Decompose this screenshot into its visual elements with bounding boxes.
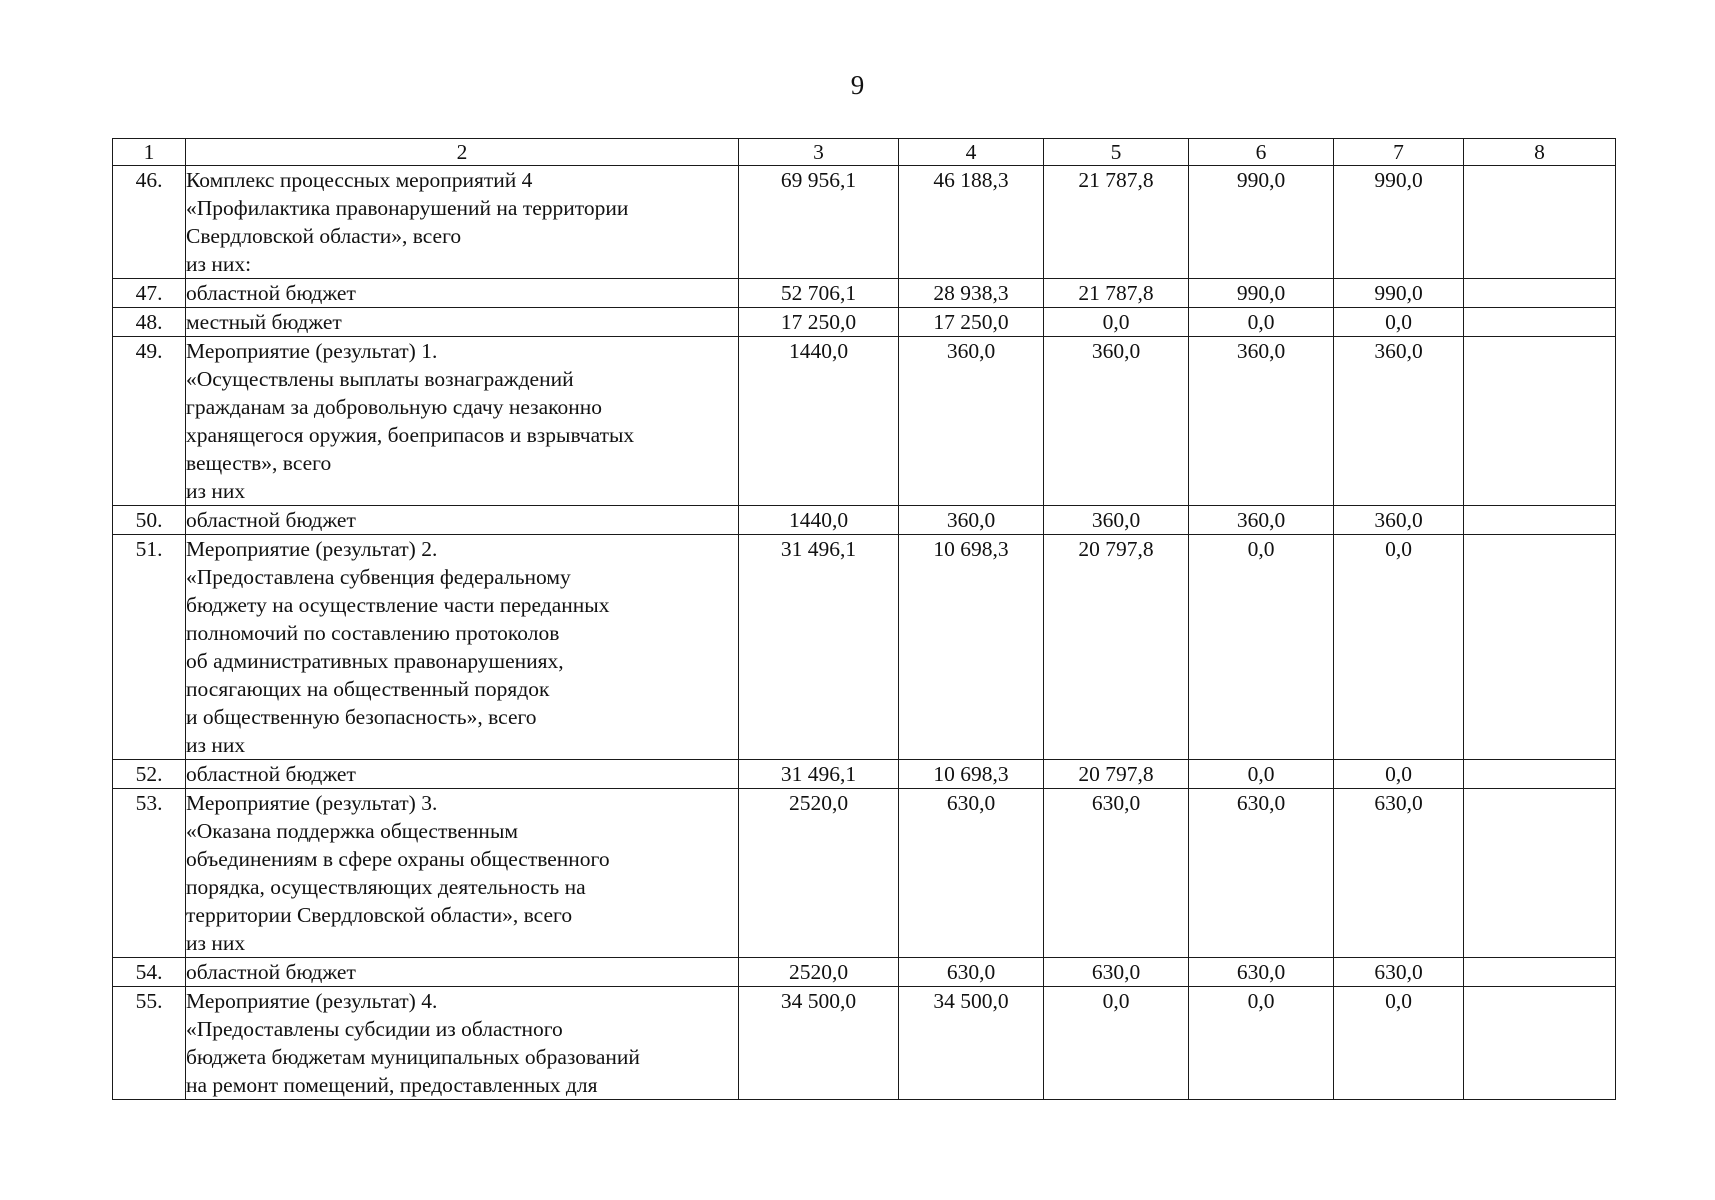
value-col-7: 0,0 — [1334, 308, 1464, 337]
value-col-8 — [1464, 279, 1616, 308]
value-col-5: 630,0 — [1044, 789, 1189, 958]
value-col-8 — [1464, 958, 1616, 987]
table-row — [113, 506, 1616, 535]
table-row — [113, 535, 1616, 760]
value-col-4: 10 698,3 — [899, 535, 1044, 760]
value-col-6: 0,0 — [1189, 535, 1334, 760]
value-col-8 — [1464, 308, 1616, 337]
value-col-7: 0,0 — [1334, 760, 1464, 789]
value-col-8 — [1464, 166, 1616, 279]
header-cell: 5 — [1044, 139, 1189, 166]
value-col-5: 0,0 — [1044, 987, 1189, 1100]
row-description: Мероприятие (результат) 4. «Предоставлены субсидии из областного бюджета бюджетам муниципальных образований на ремонт помещений, предоставленных для — [186, 987, 739, 1100]
value-col-8 — [1464, 760, 1616, 789]
value-col-8 — [1464, 337, 1616, 506]
table-row — [113, 958, 1616, 987]
row-number: 49. — [113, 337, 186, 506]
row-number: 54. — [113, 958, 186, 987]
value-col-3: 1440,0 — [739, 337, 899, 506]
value-col-4: 360,0 — [899, 337, 1044, 506]
row-description: Комплекс процессных мероприятий 4 «Профилактика правонарушений на территории Свердловской области», всего из них: — [186, 166, 739, 279]
value-col-5: 21 787,8 — [1044, 166, 1189, 279]
page-number: 9 — [850, 70, 865, 100]
value-col-6: 0,0 — [1189, 987, 1334, 1100]
table-row — [113, 279, 1616, 308]
value-col-6: 990,0 — [1189, 279, 1334, 308]
value-col-5: 360,0 — [1044, 506, 1189, 535]
value-col-4: 630,0 — [899, 789, 1044, 958]
value-col-6: 630,0 — [1189, 958, 1334, 987]
value-col-3: 31 496,1 — [739, 760, 899, 789]
table-row — [113, 337, 1616, 506]
table-row — [113, 166, 1616, 279]
row-number: 46. — [113, 166, 186, 279]
value-col-6: 990,0 — [1189, 166, 1334, 279]
value-col-4: 360,0 — [899, 506, 1044, 535]
value-col-7: 0,0 — [1334, 535, 1464, 760]
budget-table — [112, 138, 1616, 1100]
value-col-5: 21 787,8 — [1044, 279, 1189, 308]
row-description: областной бюджет — [186, 506, 739, 535]
row-number: 55. — [113, 987, 186, 1100]
row-number: 52. — [113, 760, 186, 789]
row-description: областной бюджет — [186, 760, 739, 789]
value-col-4: 46 188,3 — [899, 166, 1044, 279]
table-row — [113, 308, 1616, 337]
value-col-4: 630,0 — [899, 958, 1044, 987]
table-header-row — [113, 139, 1616, 166]
table-row — [113, 789, 1616, 958]
header-cell: 7 — [1334, 139, 1464, 166]
row-description: Мероприятие (результат) 2. «Предоставлена субвенция федеральному бюджету на осуществление части переданных полномочий по составлению протоколов об административных правонарушениях, посягающих на общественный порядок и общественную безопасность», всего из них — [186, 535, 739, 760]
row-description: Мероприятие (результат) 1. «Осуществлены выплаты вознаграждений гражданам за добровольную сдачу незаконно хранящегося оружия, боеприпасов и взрывчатых веществ», всего из них — [186, 337, 739, 506]
value-col-3: 52 706,1 — [739, 279, 899, 308]
row-description: областной бюджет — [186, 279, 739, 308]
value-col-5: 20 797,8 — [1044, 760, 1189, 789]
value-col-3: 31 496,1 — [739, 535, 899, 760]
table-row — [113, 760, 1616, 789]
value-col-6: 0,0 — [1189, 308, 1334, 337]
header-cell: 8 — [1464, 139, 1616, 166]
value-col-4: 34 500,0 — [899, 987, 1044, 1100]
table-row — [113, 987, 1616, 1100]
header-cell: 2 — [186, 139, 739, 166]
row-description: Мероприятие (результат) 3. «Оказана поддержка общественным объединениям в сфере охраны общественного порядка, осуществляющих деятельность на территории Свердловской области», всего из них — [186, 789, 739, 958]
value-col-3: 2520,0 — [739, 958, 899, 987]
value-col-3: 1440,0 — [739, 506, 899, 535]
value-col-5: 0,0 — [1044, 308, 1189, 337]
value-col-7: 360,0 — [1334, 337, 1464, 506]
value-col-7: 990,0 — [1334, 166, 1464, 279]
value-col-6: 630,0 — [1189, 789, 1334, 958]
value-col-3: 34 500,0 — [739, 987, 899, 1100]
value-col-7: 630,0 — [1334, 958, 1464, 987]
header-cell: 4 — [899, 139, 1044, 166]
value-col-8 — [1464, 506, 1616, 535]
row-description: областной бюджет — [186, 958, 739, 987]
value-col-6: 360,0 — [1189, 506, 1334, 535]
header-cell: 3 — [739, 139, 899, 166]
row-number: 53. — [113, 789, 186, 958]
value-col-5: 630,0 — [1044, 958, 1189, 987]
value-col-7: 990,0 — [1334, 279, 1464, 308]
header-cell: 6 — [1189, 139, 1334, 166]
value-col-3: 2520,0 — [739, 789, 899, 958]
value-col-6: 0,0 — [1189, 760, 1334, 789]
value-col-8 — [1464, 789, 1616, 958]
value-col-8 — [1464, 535, 1616, 760]
value-col-5: 360,0 — [1044, 337, 1189, 506]
value-col-4: 28 938,3 — [899, 279, 1044, 308]
value-col-7: 360,0 — [1334, 506, 1464, 535]
row-number: 51. — [113, 535, 186, 760]
row-number: 47. — [113, 279, 186, 308]
value-col-4: 10 698,3 — [899, 760, 1044, 789]
value-col-6: 360,0 — [1189, 337, 1334, 506]
value-col-7: 0,0 — [1334, 987, 1464, 1100]
row-description: местный бюджет — [186, 308, 739, 337]
row-number: 48. — [113, 308, 186, 337]
value-col-8 — [1464, 987, 1616, 1100]
value-col-7: 630,0 — [1334, 789, 1464, 958]
value-col-4: 17 250,0 — [899, 308, 1044, 337]
value-col-3: 17 250,0 — [739, 308, 899, 337]
value-col-5: 20 797,8 — [1044, 535, 1189, 760]
header-cell: 1 — [113, 139, 186, 166]
value-col-3: 69 956,1 — [739, 166, 899, 279]
row-number: 50. — [113, 506, 186, 535]
